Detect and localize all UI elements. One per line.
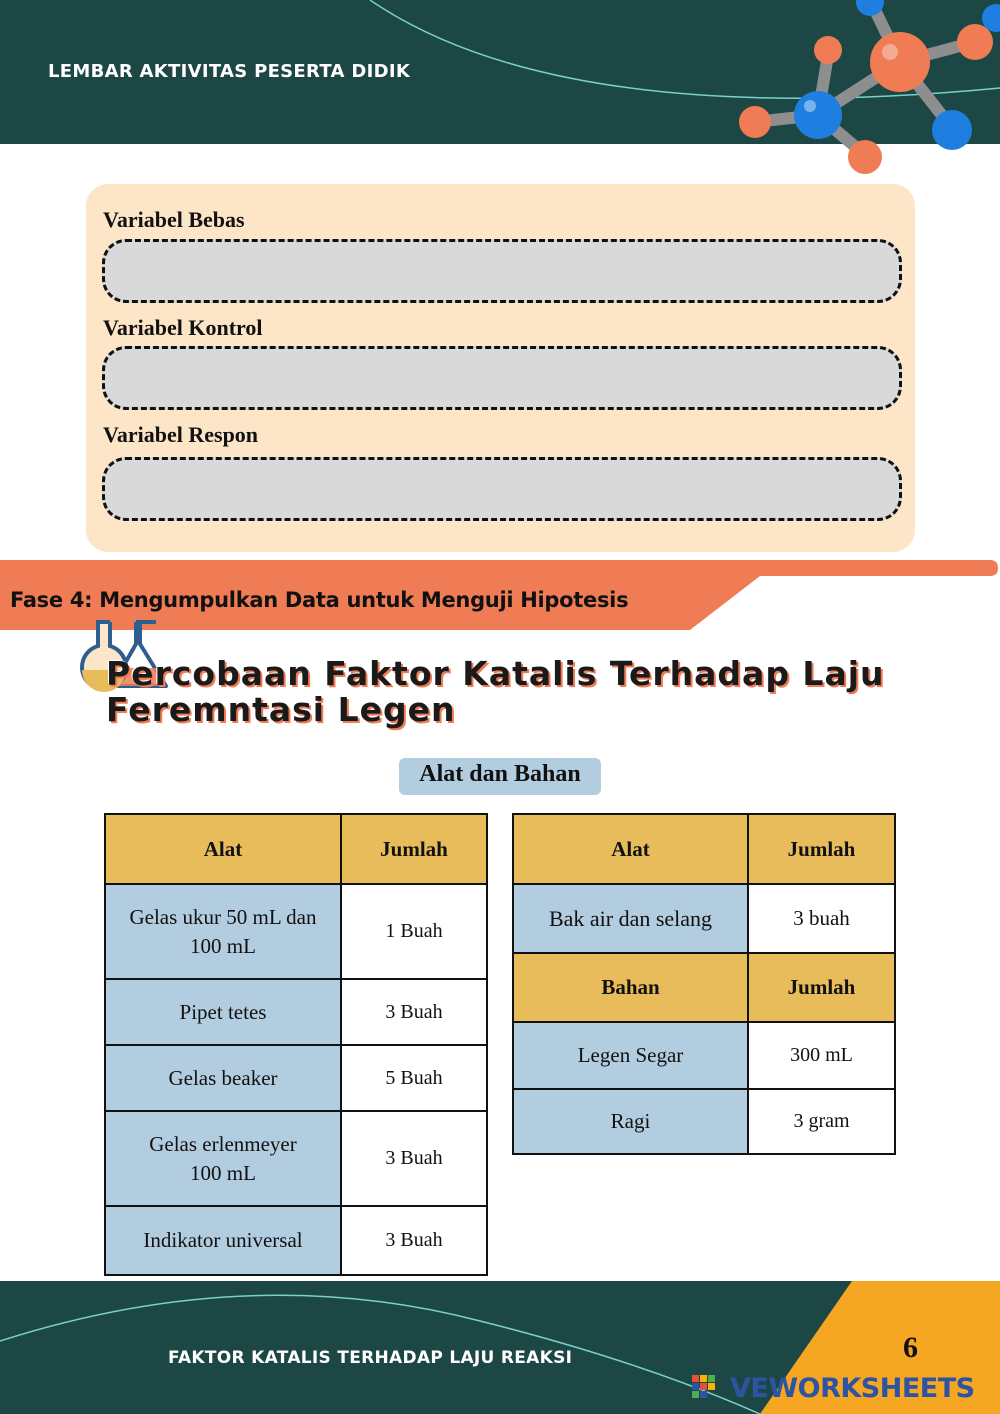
item-name: Bak air dan selang: [513, 884, 748, 953]
header-jumlah: Jumlah: [748, 814, 895, 884]
table-row: [513, 1089, 895, 1154]
phase-title: Fase 4: Mengumpulkan Data untuk Menguji Hipotesis: [10, 588, 629, 612]
page-number: 6: [903, 1331, 918, 1364]
item-name: [105, 1111, 341, 1206]
variable-respon-input[interactable]: [102, 457, 902, 521]
table-row: [105, 884, 487, 979]
footer-title: FAKTOR KATALIS TERHADAP LAJU REAKSI: [168, 1348, 573, 1368]
item-name: Legen Segar: [513, 1022, 748, 1089]
item-qty: 3 Buah: [341, 1206, 487, 1275]
variable-bebas-label: Variabel Bebas: [103, 207, 245, 232]
variable-bebas-input[interactable]: [102, 239, 902, 303]
item-name-line2: 100 mL: [190, 933, 256, 958]
liveworksheets-grid-icon: [692, 1375, 722, 1401]
liveworksheets-text: VEWORKSHEETS: [730, 1372, 975, 1404]
item-qty: 3 Buah: [341, 979, 487, 1045]
item-name: Indikator universal: [105, 1206, 341, 1275]
bahan-header-row: [513, 953, 895, 1022]
item-name: [105, 884, 341, 979]
table-row: [105, 979, 487, 1045]
alat-table-left: [104, 813, 488, 1276]
item-qty: 5 Buah: [341, 1045, 487, 1111]
header-jumlah: Jumlah: [341, 814, 487, 884]
liveworksheets-logo[interactable]: [692, 1373, 975, 1403]
table-row: [105, 1206, 487, 1275]
item-name: Pipet tetes: [105, 979, 341, 1045]
alat-bahan-table-right: [512, 813, 896, 1155]
variable-kontrol-input[interactable]: [102, 346, 902, 410]
experiment-title: [106, 656, 936, 728]
table-row: [105, 1045, 487, 1111]
header-alat: Alat: [105, 814, 341, 884]
item-qty: 1 Buah: [341, 884, 487, 979]
table-row: [105, 1111, 487, 1206]
header-alat: Alat: [513, 814, 748, 884]
item-qty: 3 buah: [748, 884, 895, 953]
item-qty: 300 mL: [748, 1022, 895, 1089]
item-name: Gelas beaker: [105, 1045, 341, 1111]
variable-kontrol-label: Variabel Kontrol: [103, 315, 263, 340]
table-header-row: [513, 814, 895, 884]
table-row: [513, 1022, 895, 1089]
experiment-title-line2: Feremntasi Legen: [106, 690, 456, 729]
variable-respon-label: Variabel Respon: [103, 422, 259, 447]
header-jumlah: Jumlah: [748, 953, 895, 1022]
variables-panel: [86, 184, 915, 552]
molecule-icon: [730, 0, 1000, 180]
item-qty: 3 gram: [748, 1089, 895, 1154]
item-name: Ragi: [513, 1089, 748, 1154]
header-title: LEMBAR AKTIVITAS PESERTA DIDIK: [48, 61, 411, 82]
item-name-line1: Gelas erlenmeyer: [149, 1131, 297, 1156]
table-row: [513, 884, 895, 953]
table-header-row: [105, 814, 487, 884]
page-footer: [0, 1281, 1000, 1414]
experiment-title-line1: Percobaan Faktor Katalis Terhadap Laju: [106, 654, 885, 693]
header-bahan: Bahan: [513, 953, 748, 1022]
item-name-line1: Gelas ukur 50 mL dan: [129, 904, 317, 929]
item-qty: 3 Buah: [341, 1111, 487, 1206]
section-label-alat-bahan: Alat dan Bahan: [399, 758, 601, 795]
item-name-line2: 100 mL: [190, 1160, 256, 1185]
